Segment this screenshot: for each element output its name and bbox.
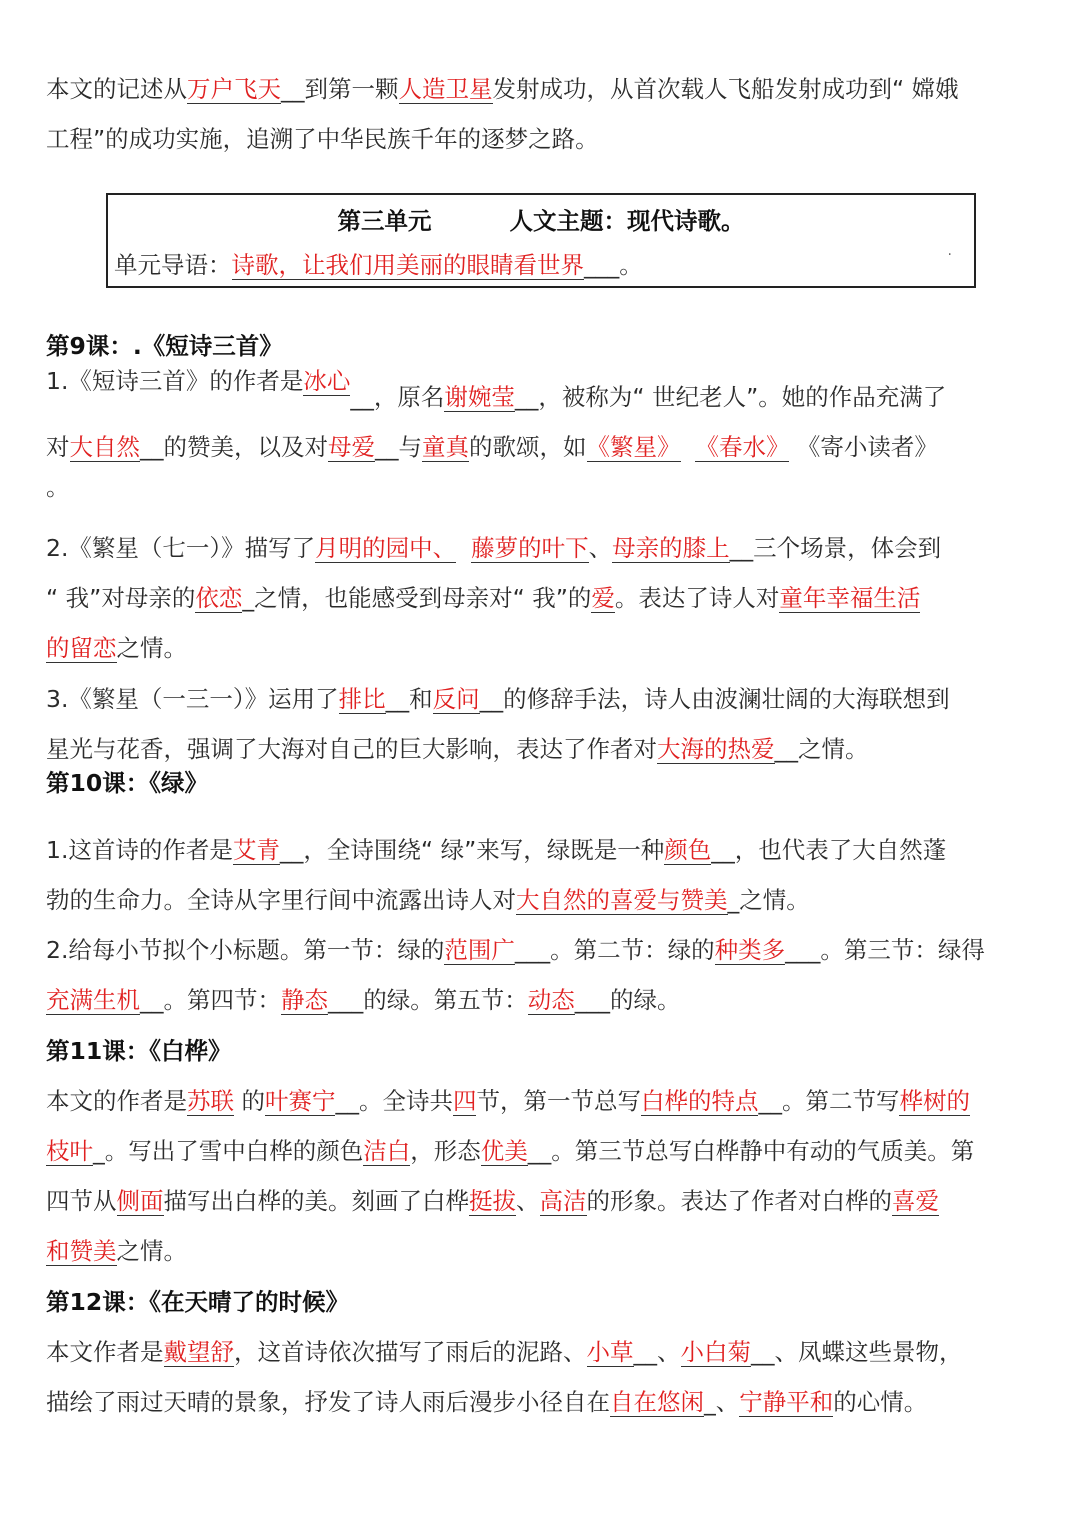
text: 1.这首诗的作者是 (46, 836, 233, 864)
answer: 宁静平和 (739, 1388, 834, 1416)
text: ___。第三节：绿得 (785, 936, 985, 964)
text: 2.《繁星（七一）》描写了 (46, 534, 316, 562)
answer: 冰心 (303, 367, 351, 395)
answer: 大自然 (69, 433, 140, 461)
answer: 依恋 (195, 584, 243, 612)
text: 1.《短诗三首》的作者是 (46, 367, 304, 395)
text: 的心情。 (833, 1388, 928, 1416)
guide-label: 单元导语： (114, 251, 232, 279)
answer: 童年幸福生活 (779, 584, 921, 612)
l11-line-1 (46, 1076, 1046, 1126)
text: __的修辞手法，诗人由波澜壮阔的大海联想到 (479, 685, 950, 713)
text: 。表达了诗人对 (614, 584, 780, 612)
answer: 白桦的特点 (640, 1087, 759, 1115)
l11-line-2 (46, 1126, 1046, 1176)
answer: 和赞美 (46, 1237, 117, 1265)
text: _之情。 (727, 886, 810, 914)
text: 四节从 (46, 1187, 117, 1215)
text: __的赞美，以及对 (140, 433, 328, 461)
text: 描绘了雨过天晴的景象，抒发了诗人雨后漫步小径自在 (46, 1388, 610, 1416)
answer: 小草 (586, 1338, 634, 1366)
text: ___的绿。第五节： (328, 986, 528, 1014)
text: 节，第一节总写 (476, 1087, 641, 1115)
l11-line-3 (46, 1176, 1046, 1226)
answer: 小白菊 (680, 1338, 751, 1366)
answer: 自在悠闲 (610, 1388, 704, 1416)
answer: 藤萝的叶下 (471, 534, 589, 562)
text: “ 我”对母亲的 (46, 584, 196, 612)
answer: 充满生机 (46, 986, 140, 1014)
text: __。第二节写 (758, 1087, 900, 1115)
text: ，这首诗依次描写了雨后的泥路、 (234, 1338, 587, 1366)
text: ___。第二节：绿的 (514, 936, 715, 964)
lesson11-title: 第11课：《白桦》 (46, 1037, 232, 1065)
answer: 四 (452, 1087, 477, 1115)
answer: 种类多 (714, 936, 786, 964)
text: 本文作者是 (46, 1338, 164, 1366)
text: __与 (375, 433, 422, 461)
answer: 万户飞天 (187, 75, 281, 103)
l9-q2-line-2 (46, 573, 1046, 623)
unit-theme: 人文主题：现代诗歌。 (509, 207, 745, 235)
l9-q1-line-3 (46, 462, 1046, 512)
text: __，原名 (350, 383, 445, 411)
text: __三个场景，体会到 (729, 534, 942, 562)
l10-q2-line-2 (46, 975, 1046, 1025)
l9-q2-line-1 (46, 523, 1046, 573)
answer: 叶赛宁 (264, 1087, 336, 1115)
lesson12-title: 第12课：《在天晴了的时候》 (46, 1288, 349, 1316)
text: _、 (704, 1388, 740, 1416)
unit-guide (114, 247, 643, 283)
text: 之情。 (116, 1237, 187, 1265)
answer: 大自然的喜爱与赞美 (516, 886, 728, 914)
text: 。 (46, 473, 70, 501)
text: 勃的生命力。全诗从字里行间中流露出诗人对 (46, 886, 516, 914)
l10-q1-line-1 (46, 825, 1046, 875)
text: __，被称为“ 世纪老人”。她的作品充满了 (514, 383, 947, 411)
answer: 母爱 (328, 433, 375, 461)
answer: 《春水》 (695, 433, 790, 461)
answer: 苏联 (187, 1087, 234, 1115)
unit-label: 第三单元 (337, 207, 432, 235)
answer: 谢婉莹 (444, 383, 515, 411)
intro-line-2 (46, 114, 1046, 164)
answer: 月明的园中、 (315, 534, 457, 562)
lesson9-title: 第9课：.《短诗三首》 (46, 332, 283, 360)
l9-q2-line-3 (46, 623, 1046, 673)
guide-answer: 诗歌，让我们用美丽的眼睛看世界 (231, 251, 584, 279)
text: _。写出了雪中白桦的颜色 (93, 1137, 364, 1165)
text: 对 (46, 433, 70, 461)
answer: 颜色 (664, 836, 712, 864)
l11-line-4 (46, 1226, 1046, 1276)
text: __。第四节： (140, 986, 281, 1014)
answer: 侧面 (116, 1187, 164, 1215)
answer: 反问 (432, 685, 480, 713)
dot-mark: · (947, 247, 952, 263)
answer: 静态 (281, 986, 328, 1014)
l12-line-2 (46, 1377, 1046, 1427)
text: 3.《繁星（一三一）》运用了 (46, 685, 339, 713)
answer: 排比 (338, 685, 386, 713)
text: __到第一颗 (281, 75, 399, 103)
text: 的歌颂，如 (469, 433, 587, 461)
answer: 人造卫星 (398, 75, 493, 103)
text: 本文的作者是 (46, 1087, 187, 1115)
text: __。全诗共 (335, 1087, 453, 1115)
text: __、凤蝶这些景物， (751, 1338, 963, 1366)
answer: 母亲的膝上 (612, 534, 730, 562)
answer: 的留恋 (46, 634, 117, 662)
answer: 枝叶 (46, 1137, 93, 1165)
text: __，全诗围绕“ 绿”来写，绿既是一种 (279, 836, 665, 864)
text: 、 (588, 534, 613, 562)
text: ，形态 (410, 1137, 481, 1165)
answer: 喜爱 (892, 1187, 939, 1215)
answer: 优美 (480, 1137, 528, 1165)
text: __之情。 (774, 735, 869, 763)
l10-q2-line-1 (46, 925, 1046, 975)
answer: 高洁 (539, 1187, 587, 1215)
answer: 范围广 (444, 936, 515, 964)
text: __、 (633, 1338, 681, 1366)
text: 描写出白桦的美。刻画了白桦 (163, 1187, 469, 1215)
l9-q1-line-1b (46, 372, 1046, 422)
text: 2.给每小节拟个小标题。第一节：绿的 (46, 936, 445, 964)
text: 发射成功，从首次载人飞船发射成功到“ 嫦娥 (492, 75, 959, 103)
answer: 挺拔 (469, 1187, 516, 1215)
lesson10-title: 第10课：《绿》 (46, 769, 208, 797)
text: __。第三节总写白桦静中有动的气质美。第 (527, 1137, 975, 1165)
intro-line-1 (46, 64, 1046, 114)
answer: 大海的热爱 (657, 735, 775, 763)
unit-box (106, 193, 976, 288)
answer: 《繁星》 (586, 433, 681, 461)
l10-q1-line-2 (46, 875, 1046, 925)
answer: 动态 (527, 986, 575, 1014)
text: 《寄小读者》 (789, 433, 938, 461)
text: 的形象。表达了作者对白桦的 (586, 1187, 892, 1215)
answer: 爱 (591, 584, 615, 612)
text: 之情。 (116, 634, 187, 662)
answer: 桦树的 (899, 1087, 970, 1115)
text: ___。 (584, 251, 643, 279)
unit-title (108, 201, 974, 241)
answer: 艾青 (232, 836, 280, 864)
text: 本文的记述从 (46, 75, 187, 103)
answer: 戴望舒 (163, 1338, 234, 1366)
text: _之情，也能感受到母亲对“ 我”的 (242, 584, 592, 612)
answer: 洁白 (363, 1137, 411, 1165)
l12-line-1 (46, 1327, 1046, 1377)
text: __，也代表了大自然蓬 (711, 836, 947, 864)
text: 工程”的成功实施，追溯了中华民族千年的逐梦之路。 (46, 125, 599, 153)
text: 的 (234, 1087, 265, 1115)
text: __和 (385, 685, 433, 713)
text: ___的绿。 (574, 986, 681, 1014)
l9-q3-line-1 (46, 674, 1046, 724)
answer: 童真 (422, 433, 469, 461)
text: 、 (516, 1187, 540, 1215)
text: 星光与花香，强调了大海对自己的巨大影响，表达了作者对 (46, 735, 657, 763)
